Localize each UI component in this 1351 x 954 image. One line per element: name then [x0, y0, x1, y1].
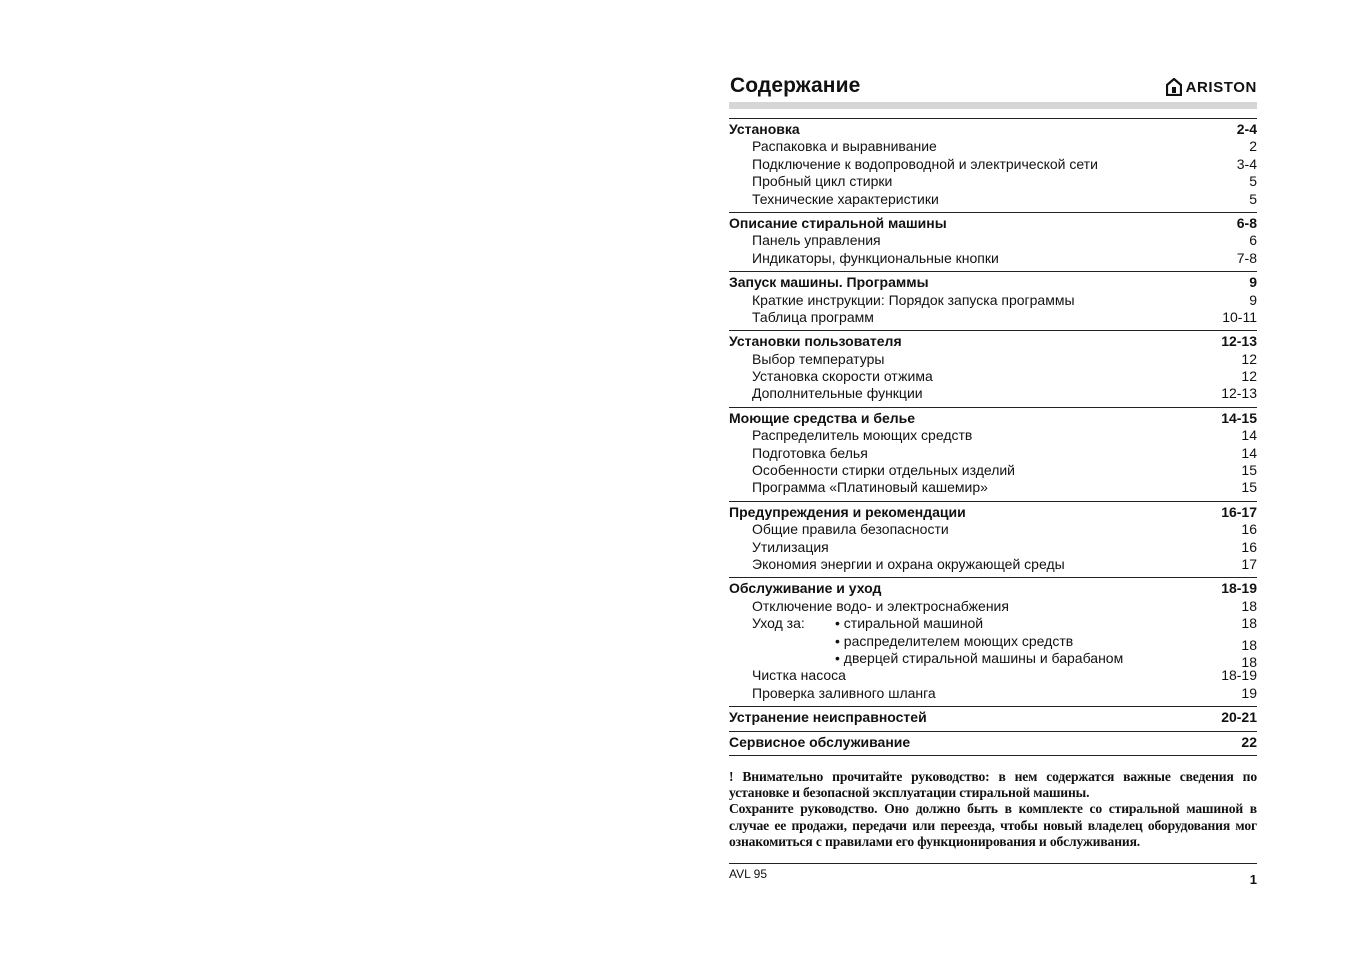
notice-keep-manual: Сохраните руководство. Оно должно быть в комплекте со стиральной машиной в случае ее продажи, передачи или переезда, чтобы новый владелец оборудования мог ознакомиться с правилами его функционирования и обслуживания. [729, 801, 1257, 849]
care-label [752, 650, 835, 667]
care-item-text: • распределителем моющих средств [835, 633, 1073, 650]
care-item-pages: 18 [1241, 615, 1257, 632]
toc-entry-pages: 18 [1241, 597, 1257, 614]
table-of-contents [729, 118, 1257, 756]
toc-entry-pages: 15 [1241, 479, 1257, 496]
toc-care-entry [729, 615, 1257, 632]
toc-entry-pages: 16 [1241, 538, 1257, 555]
toc-entry-pages: 5 [1249, 173, 1257, 190]
toc-entry-text: Распределитель моющих средств [752, 427, 973, 444]
toc-entry [729, 156, 1257, 173]
toc-section-heading [729, 333, 1257, 350]
toc-page [729, 70, 1257, 890]
toc-section-heading-pages: 18-19 [1221, 580, 1257, 597]
toc-entry [729, 598, 1257, 615]
toc-section-heading [729, 121, 1257, 138]
toc-section-heading-text: Обслуживание и уход [729, 580, 882, 597]
toc-entry [729, 427, 1257, 444]
toc-entry-text: Пробный цикл стирки [752, 173, 893, 190]
page-header [729, 70, 1257, 98]
toc-section-heading [729, 504, 1257, 521]
toc-entry-pages: 7-8 [1236, 249, 1257, 266]
toc-entry-pages: 12-13 [1221, 385, 1257, 402]
toc-entry-pages: 3-4 [1236, 155, 1257, 172]
toc-section-heading-text: Установка [729, 121, 800, 137]
toc-entry-text: Программа «Платиновый кашемир» [752, 479, 988, 496]
toc-entry-pages: 14 [1241, 444, 1257, 461]
toc-entry [729, 479, 1257, 496]
toc-entry-pages: 6 [1249, 232, 1257, 249]
toc-entry-text: Особенности стирки отдельных изделий [752, 462, 1015, 479]
toc-entry-text: Технические характеристики [752, 190, 939, 207]
toc-section-heading [729, 734, 1257, 751]
toc-entry-pages: 12 [1241, 368, 1257, 385]
model-name: AVL 95 [729, 866, 768, 881]
toc-entry [729, 521, 1257, 538]
toc-entry [729, 685, 1257, 702]
toc-section-heading-pages: 16-17 [1221, 503, 1257, 520]
toc-section-heading [729, 215, 1257, 232]
toc-entry-pages: 2 [1249, 138, 1257, 155]
toc-section-heading-text: Предупреждения и рекомендации [729, 503, 966, 520]
toc-entry [729, 250, 1257, 267]
toc-entry-pages: 14 [1241, 427, 1257, 444]
toc-entry-pages: 17 [1241, 555, 1257, 572]
toc-entry-pages: 19 [1241, 684, 1257, 701]
toc-entry-text: Таблица программ [752, 308, 874, 325]
toc-entry [729, 445, 1257, 462]
toc-section-heading-pages: 20-21 [1221, 709, 1257, 726]
care-label: Уход за: [752, 615, 805, 632]
care-item-pages: 18 [1241, 654, 1257, 671]
toc-entry-text: Отключение водо- и электроснабжения [752, 597, 1009, 614]
notice-warning: ! Внимательно прочитайте руководство: в нем содержатся важные сведения по установке и безопасной эксплуатации стиральной машины. [729, 768, 1257, 801]
toc-entry-text: Индикаторы, функциональные кнопки [752, 249, 999, 266]
page-title: Содержание [730, 74, 861, 97]
toc-section-heading-text: Запуск машины. Программы [729, 274, 929, 291]
toc-entry-text: Проверка заливного шланга [752, 684, 936, 701]
toc-section-heading [729, 274, 1257, 291]
toc-entry-text: Распаковка и выравнивание [752, 138, 937, 155]
toc-entry-text: Чистка насоса [752, 667, 846, 684]
toc-entry-pages: 18-19 [1221, 667, 1257, 684]
toc-section [729, 731, 1257, 756]
toc-section-heading-pages: 2-4 [1236, 121, 1257, 137]
toc-entry-text: Подключение к водопроводной и электрической сети [752, 155, 1098, 172]
toc-section [729, 271, 1257, 330]
care-label [752, 633, 835, 650]
toc-entry-text: Панель управления [752, 232, 881, 249]
toc-section [729, 212, 1257, 271]
toc-entry [729, 292, 1257, 309]
page-footer [729, 863, 1257, 890]
toc-entry [729, 368, 1257, 385]
toc-entry [729, 309, 1257, 326]
toc-section-heading-text: Описание стиральной машины [729, 214, 947, 231]
toc-entry-pages: 16 [1241, 521, 1257, 538]
toc-section-heading [729, 709, 1257, 726]
toc-section-heading-text: Сервисное обслуживание [729, 733, 911, 750]
toc-entry-pages: 5 [1249, 190, 1257, 207]
toc-entry [729, 539, 1257, 556]
toc-section [729, 501, 1257, 578]
toc-entry-text: Экономия энергии и охрана окружающей среды [752, 555, 1065, 572]
toc-section-heading-text: Моющие средства и белье [729, 409, 916, 426]
toc-entry [729, 351, 1257, 368]
toc-section-heading-pages: 14-15 [1221, 409, 1257, 426]
toc-entry-pages: 10-11 [1222, 308, 1257, 325]
notice-block [729, 769, 1257, 850]
toc-entry [729, 173, 1257, 190]
care-item-pages: 18 [1241, 636, 1257, 653]
toc-entry-text: Подготовка белья [752, 444, 868, 461]
toc-care-entry [729, 649, 1257, 671]
brand-name: ARISTON [1185, 78, 1257, 96]
toc-entry [729, 385, 1257, 402]
toc-entry-text: Дополнительные функции [752, 385, 923, 402]
toc-section-heading-pages: 12-13 [1221, 333, 1257, 350]
toc-entry-text: Утилизация [752, 538, 829, 555]
care-item-text: • дверцей стиральной машины и барабаном [835, 650, 1123, 667]
toc-entry-text: Выбор температуры [752, 350, 885, 367]
toc-entry-text: Краткие инструкции: Порядок запуска программы [752, 291, 1075, 308]
toc-section [729, 118, 1257, 212]
toc-entry [729, 462, 1257, 479]
toc-entry-pages: 12 [1241, 350, 1257, 367]
brand-logo [1166, 78, 1257, 96]
toc-section-heading-text: Установки пользователя [729, 333, 902, 350]
toc-entry-pages: 15 [1241, 462, 1257, 479]
page-number: 1 [1249, 871, 1257, 887]
toc-section [729, 407, 1257, 501]
toc-section-heading-text: Устранение неисправностей [729, 709, 927, 726]
toc-entry [729, 191, 1257, 208]
toc-section [729, 577, 1257, 706]
care-item-text: • стиральной машиной [835, 615, 983, 632]
toc-section-heading [729, 410, 1257, 427]
toc-section-heading-pages: 9 [1249, 274, 1257, 291]
toc-entry [729, 138, 1257, 155]
toc-entry [729, 232, 1257, 249]
header-rule [729, 102, 1257, 109]
toc-section-heading [729, 580, 1257, 597]
toc-section-heading-pages: 6-8 [1236, 214, 1257, 231]
house-logo-icon [1166, 78, 1182, 96]
toc-entry [729, 556, 1257, 573]
toc-entry-pages: 9 [1249, 291, 1257, 308]
toc-section [729, 706, 1257, 730]
toc-entry [729, 667, 1257, 684]
toc-entry-text: Установка скорости отжима [752, 368, 933, 385]
toc-care-entry [729, 632, 1257, 653]
toc-section [729, 330, 1257, 407]
toc-entry-text: Общие правила безопасности [752, 521, 949, 538]
toc-section-heading-pages: 22 [1241, 733, 1257, 750]
